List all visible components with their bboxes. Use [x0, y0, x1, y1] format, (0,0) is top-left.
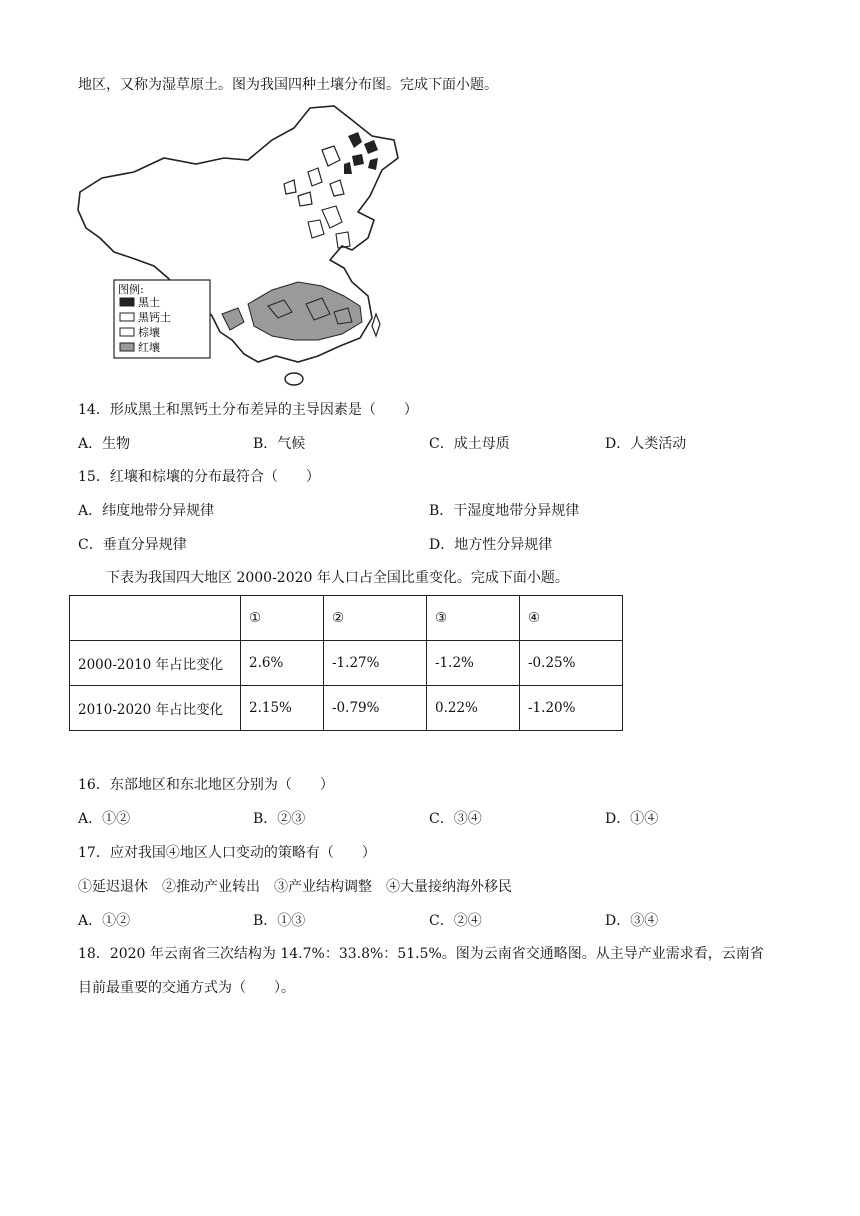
q15-option-b: B．干湿度地带分异规律: [429, 503, 580, 519]
table-header-cell: ①: [241, 596, 324, 641]
q16-option-b: B．②③: [253, 811, 306, 827]
q14-option-b: B．气候: [253, 436, 306, 452]
table-cell: 2000-2010 年占比变化: [70, 641, 241, 686]
soil-map: [72, 100, 402, 392]
table-cell: 0.22%: [427, 686, 520, 731]
legend-swatch-brown-soil: [120, 328, 134, 336]
q17-option-d: D．③④: [605, 913, 659, 929]
legend-swatch-chernozem: [120, 313, 134, 321]
legend-label-chernozem: 黑钙土: [138, 311, 171, 324]
q15-stem: 15．红壤和棕壤的分布最符合（ ）: [78, 469, 320, 485]
table-header-cell: ④: [520, 596, 623, 641]
q16-option-c: C．③④: [429, 811, 482, 827]
table-cell: 2010-2020 年占比变化: [70, 686, 241, 731]
table-cell: -1.20%: [520, 686, 623, 731]
q17-option-a: A．①②: [78, 913, 131, 929]
table-header-cell: ②: [324, 596, 427, 641]
table-cell: -0.79%: [324, 686, 427, 731]
legend-label-brown-soil: 棕壤: [138, 326, 160, 339]
table-cell: -1.27%: [324, 641, 427, 686]
q15-option-a: A．纬度地带分异规律: [78, 503, 215, 519]
q17-items: ①延迟退休 ②推动产业转出 ③产业结构调整 ④大量接纳海外移民: [78, 879, 512, 895]
intro-text: 地区，又称为湿草原土。图为我国四种土壤分布图。完成下面小题。: [78, 77, 498, 93]
q18-stem-line2: 目前最重要的交通方式为（ ）。: [78, 980, 295, 996]
q14-stem: 14．形成黑土和黑钙土分布差异的主导因素是（ ）: [78, 402, 418, 418]
q16-stem: 16．东部地区和东北地区分别为（ ）: [78, 777, 334, 793]
taiwan-island: [372, 314, 380, 336]
table-cell: 2.15%: [241, 686, 324, 731]
population-table: [69, 595, 623, 731]
q14-option-d: D．人类活动: [605, 436, 687, 452]
table-cell: 2.6%: [241, 641, 324, 686]
hainan-island: [285, 373, 303, 385]
table-cell: -1.2%: [427, 641, 520, 686]
q17-option-c: C．②④: [429, 913, 482, 929]
q14-option-a: A．生物: [78, 436, 131, 452]
legend-swatch-red-soil: [120, 343, 134, 351]
table-row: [70, 641, 623, 686]
legend-title: 图例:: [118, 283, 144, 296]
q17-option-b: B．①③: [253, 913, 306, 929]
q16-option-a: A．①②: [78, 811, 131, 827]
legend-swatch-black-soil: [120, 298, 134, 306]
q18-stem-line1: 18．2020 年云南省三次结构为 14.7%：33.8%：51.5%。图为云南省交通略图。从主导产业需求看，云南省: [78, 946, 764, 962]
table-header-row: [70, 596, 623, 641]
legend-label-red-soil: 红壤: [138, 341, 160, 354]
legend-label-black-soil: 黑土: [138, 296, 160, 309]
table-row: [70, 686, 623, 731]
q14-option-c: C．成土母质: [429, 436, 510, 452]
map-legend: [114, 280, 210, 358]
q17-stem: 17．应对我国④地区人口变动的策略有（ ）: [78, 845, 376, 861]
table-header-cell: [70, 596, 241, 641]
table-cell: -0.25%: [520, 641, 623, 686]
table-intro: 下表为我国四大地区 2000-2020 年人口占全国比重变化。完成下面小题。: [106, 570, 569, 586]
q15-option-d: D．地方性分异规律: [429, 537, 553, 553]
q16-option-d: D．①④: [605, 811, 659, 827]
table-header-cell: ③: [427, 596, 520, 641]
q15-option-c: C．垂直分异规律: [78, 537, 187, 553]
